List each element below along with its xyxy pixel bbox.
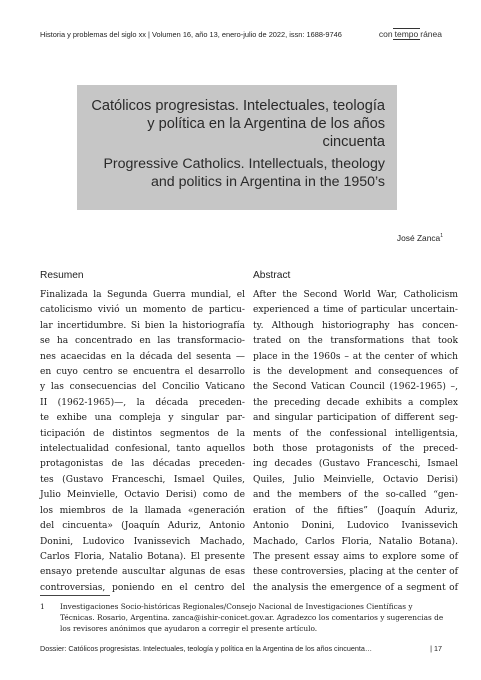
abstract-line: ing decades (Gustavo Franceschi, Ismael <box>253 459 458 470</box>
title-block <box>77 85 397 210</box>
abstract-line: The present essay aims to explore some of <box>253 551 458 562</box>
resumen-heading: Resumen <box>40 270 84 281</box>
resumen-line: te exhibe una compleja y singular par- <box>40 413 245 424</box>
abstract-line: the Second Vatican Council (1962-1965) –, <box>253 382 458 393</box>
abstract-line: Quiles, Julio Meinvielle, Octavio Derisi) <box>253 474 458 485</box>
abstract-line: Machado, Carlos Floria, Natalio Botana). <box>253 536 458 547</box>
resumen-line: protagonistas de las décadas preceden- <box>40 459 245 470</box>
resumen-body <box>40 288 245 596</box>
footer-article-title: Dossier: Católicos progresistas. Intelectuales, teología y política en la Argentina de los años cincuenta… <box>40 644 373 653</box>
resumen-line: Julio Meinvielle, Octavio Derisi) como de <box>40 490 245 501</box>
journal-logo <box>379 29 442 39</box>
title-spanish: Católicos progresistas. Intelectuales, teología y política en la Argentina de los años cincuenta <box>91 98 385 150</box>
abstract-line: these controversies, placing at the center of <box>253 567 458 578</box>
author-text: José Zanca <box>396 233 441 243</box>
footnote-divider <box>40 595 110 596</box>
logo-part-1: con <box>378 29 393 39</box>
resumen-line: controversias, poniendo en el centro del <box>40 582 245 593</box>
abstract-line: ty. Although historiography has concen- <box>253 320 458 331</box>
footnote <box>40 601 445 634</box>
abstract-line: is the development and consequences of <box>253 367 458 378</box>
resumen-line: ensayo pretende auscultar algunas de esas <box>40 567 245 578</box>
abstract-line: ments of the confessional intelligentsia, <box>253 428 458 439</box>
resumen-line: ticipación de distintos segmentos de la <box>40 428 245 439</box>
resumen-line: catolicismo vivió un momento de particu- <box>40 305 245 316</box>
abstract-line: Antonio Donini, Ludovico Ivanissevich <box>253 521 458 532</box>
journal-info: Historia y problemas del siglo xx | Volumen 16, año 13, enero-julio de 2022, issn: 1688-9746 <box>40 30 342 39</box>
resumen-line: se ha concentrado en las transformacio- <box>40 336 245 347</box>
footnote-number: 1 <box>40 602 45 611</box>
logo-part-2: tempo <box>394 29 419 39</box>
resumen-line: II (1962-1965)—, la década preceden- <box>40 397 245 408</box>
resumen-line: intelectualidad confesional, tanto aquellos <box>40 444 245 455</box>
resumen-line: en cuyo centro se encuentra el desarrollo <box>40 367 245 378</box>
abstract-line: eration of the fifties” (Joaquín Aduriz, <box>253 505 458 516</box>
resumen-line: Donini, Ludovico Ivanissevich Machado, <box>40 536 245 547</box>
resumen-line: los miembros de la llamada «generación <box>40 505 245 516</box>
abstract-body <box>253 288 458 596</box>
abstract-heading: Abstract <box>253 270 291 281</box>
resumen-line: tes (Gustavo Franceschi, Ismael Quiles, <box>40 474 245 485</box>
abstract-line: place in the 1960s – at the center of which <box>253 351 458 362</box>
title-english: Progressive Catholics. Intellectuals, theology and politics in Argentina in the 1950’s <box>103 156 385 190</box>
author-name <box>397 233 443 243</box>
resumen-line: nes acaecidas en la década del sesenta — <box>40 351 245 362</box>
abstract-line: both those protagonists of the preced- <box>253 444 458 455</box>
resumen-line: Finalizada la Segunda Guerra mundial, el <box>40 290 245 300</box>
abstract-line: the preceding decade exhibits a complex <box>253 397 458 408</box>
resumen-line: y las consecuencias del Concilio Vaticano <box>40 382 245 393</box>
abstract-line: the analysis the emergence of a segment of <box>253 582 458 593</box>
abstract-line: and singular participation of different seg- <box>253 413 458 424</box>
logo-part-3: ránea <box>420 29 442 39</box>
resumen-line: del cincuenta» (Joaquín Aduriz, Antonio <box>40 521 245 532</box>
abstract-line: experienced a time of particular uncertain- <box>253 305 458 316</box>
resumen-line: lar incertidumbre. Si bien la historiografía <box>40 320 245 331</box>
resumen-line: Carlos Floria, Natalio Botana). El presente <box>40 551 245 562</box>
author-footnote-mark: 1 <box>440 233 443 240</box>
footnote-text: Investigaciones Socio-históricas Regionales/Consejo Nacional de Investigaciones Científicas y Técnicas. Rosario, Argentina. zanca@ishir-conicet.gov.ar. Agradezco los comentarios y sugerencias de los revisores anónimos que ayudaron a corregir el presente artículo. <box>60 602 444 633</box>
running-header <box>40 30 442 44</box>
abstract-line: trated on the transformations that took <box>253 336 458 347</box>
page-number: | 17 <box>430 644 442 653</box>
abstract-line: and the members of the so-called “gen- <box>253 490 458 501</box>
abstract-line: After the Second World War, Catholicism <box>253 290 458 300</box>
